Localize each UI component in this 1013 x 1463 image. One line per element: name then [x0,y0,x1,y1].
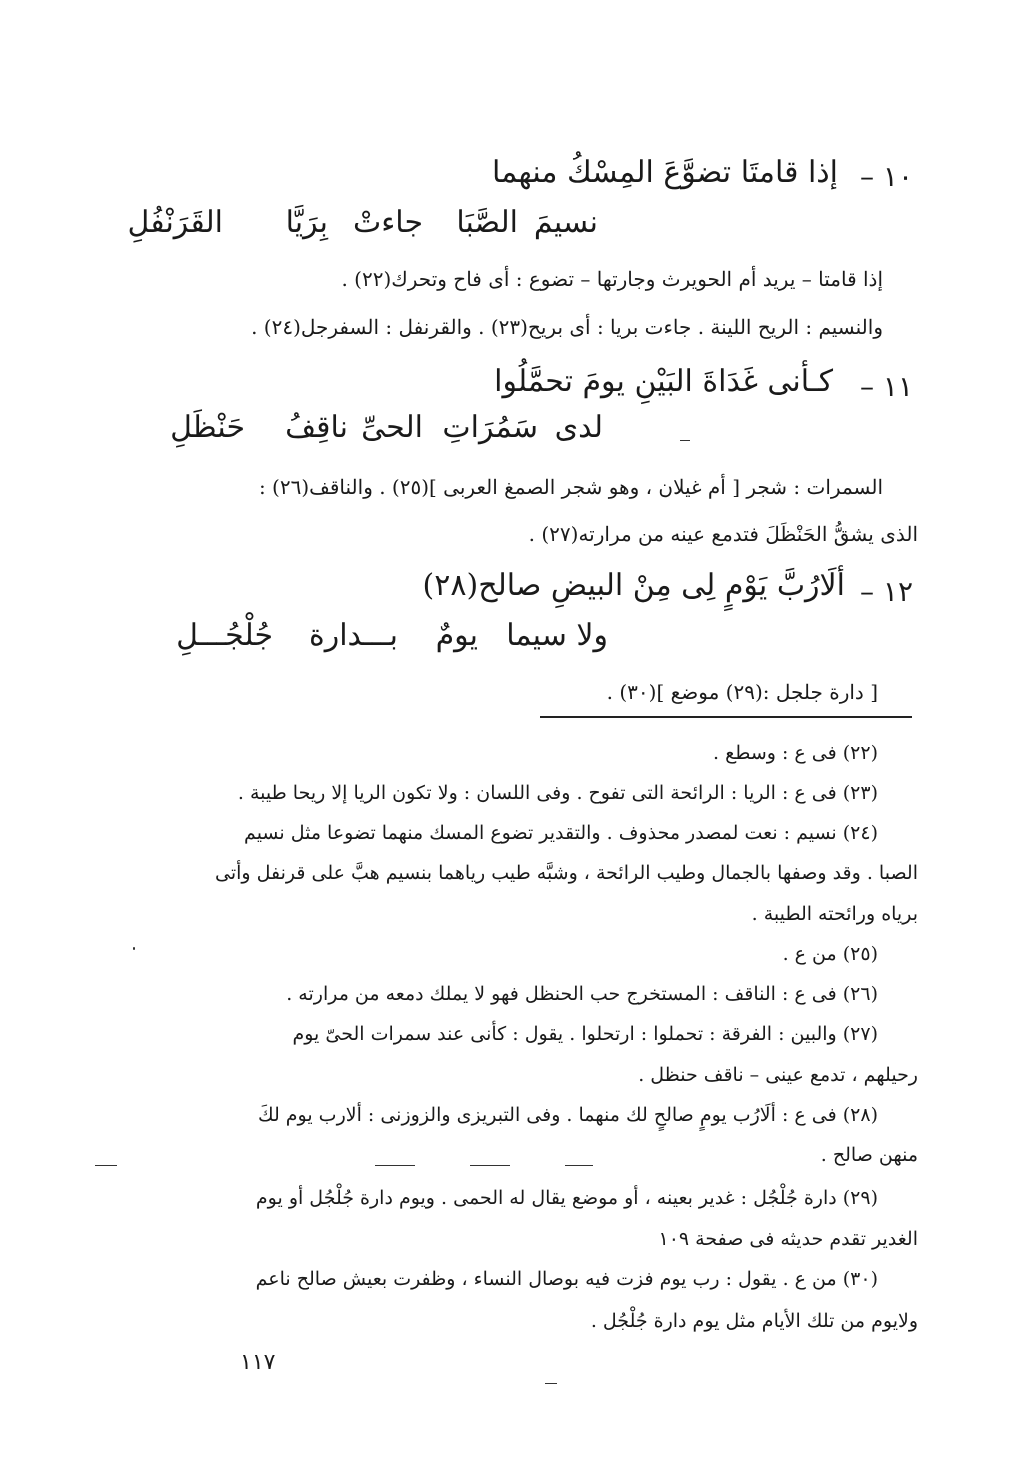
verse-10-word-5: القَرَنْفُلِ [127,205,223,240]
verse-10-hemistich-1: إذا قامتَا تضوَّعَ المِسْكُ منهما [492,155,838,190]
verse-11-word-5: حَنْظَلِ [170,410,245,445]
page-number: ١١٧ [240,1350,276,1375]
footnote-line-4: الصبا . وقد وصفها بالجمال وطيب الرائحة ، وشبَّه طيب رياهما بنسيم هبَّ على قرنفل وأتى [215,862,918,884]
verse-10-word-3: جاءتْ [352,205,423,240]
verse-11-explanation-2: الذى يشقُّ الحَنْظَلَ فتدمع عينه من مرارته(٢٧) . [528,522,918,546]
verse-10-number: ١٠ – [860,160,913,193]
verse-12-hemistich-1: ألَارُبَّ يَوْمٍ لِى مِنْ البيضِ صالح(٢٨) [422,568,845,603]
verse-12-explanation-1: [ دارة جلجل :(٢٩) موضع ](٣٠) . [606,680,878,704]
verse-12-word-2: يومٌ [435,618,478,653]
footnote-line-1: (٢٢) فى ع : وسطع . [713,742,878,764]
verse-10-explanation-1: إذا قامتا – يريد أم الحويرث وجارتها – تضوع : أى فاح وتحرك(٢٢) . [341,267,883,291]
scan-mark-2 [375,1165,415,1166]
verse-11-hemistich-1: كـأنى غَدَاةَ البَيْنِ يومَ تحمَّلُوا [494,364,833,399]
scan-mark-3 [470,1165,510,1166]
verse-10-word-2: الصَّبَا [456,205,518,240]
footnote-line-7: (٢٦) فى ع : الناقف : المستخرج حب الحنظل فهو لا يملك دمعه من مرارته . [286,983,878,1005]
verse-11-word-1: لدى [554,410,603,445]
footnote-line-10: (٢٨) فى ع : ألَارُب يومٍ صالحٍ لك منهما . وفى التبريزى والزوزنى : ألارب يوم لكَ [257,1104,878,1126]
verse-10-word-1: نسيمَ [533,205,598,240]
verse-11-explanation-1: السمرات : شجر [ أم غيلان ، وهو شجر الصمغ العربى ](٢٥) . والناقف(٢٦) : [258,475,883,499]
footnote-line-15: ولايوم من تلك الأيام مثل يوم دارة جُلْجُل . [590,1310,918,1332]
verse-12-word-3: بـــدارة [308,618,398,653]
footnote-line-12: (٢٩) دارة جُلْجُل : غدير بعينه ، أو موضع يقال له الحمى . ويوم دارة جُلْجُل أو يوم [255,1187,878,1209]
footnote-line-9: رحيلهم ، تدمع عينى – ناقف حنظل . [638,1064,918,1086]
footnote-line-8: (٢٧) والبين : الفرقة : تحملوا : ارتحلوا . يقول : كأنى عند سمرات الحىّ يوم [292,1023,878,1045]
scan-mark-5 [545,1383,557,1384]
verse-11-word-3: الحىِّ [361,410,423,445]
verse-12-word-4: جُلْجُـــلِ [176,618,273,653]
footnote-line-2: (٢٣) فى ع : الريا : الرائحة التى تفوح . وفى اللسان : ولا تكون الريا إلا ريحا طيبة . [237,782,878,804]
scan-mark-4 [565,1165,593,1166]
verse-11-word-4: ناقِفُ [285,410,348,445]
footnote-line-14: (٣٠) من ع . يقول : رب يوم فزت فيه بوصال النساء ، وظفرت بعيش صالح ناعم [255,1268,878,1290]
scan-mark-1 [95,1165,117,1166]
verse-12-number: ١٢ – [860,575,913,608]
footnote-separator [540,716,912,718]
scan-mark-6 [680,440,690,441]
footnote-line-5: برياه ورائحته الطيبة . [751,903,918,925]
footnote-line-6: (٢٥) من ع . [782,943,878,965]
verse-10-explanation-2: والنسيم : الريح اللينة . جاءت بريا : أى بريح(٢٣) . والقرنفل : السفرجل(٢٤) . [251,315,883,339]
verse-10-word-4: بِرَيَّا [285,205,328,240]
verse-11-word-2: سَمُرَاتِ [442,410,538,445]
footnote-line-13: الغدير تقدم حديثه فى صفحة ١٠٩ [658,1228,918,1250]
scan-dot-1 [133,947,135,950]
verse-11-number: ١١ – [860,370,913,403]
footnote-line-11: منهن صالح . [820,1144,918,1166]
verse-12-word-1: ولا سيما [506,618,608,653]
footnote-line-3: (٢٤) نسيم : نعت لمصدر محذوف . والتقدير تضوع المسك منهما تضوعا مثل نسيم [244,822,878,844]
